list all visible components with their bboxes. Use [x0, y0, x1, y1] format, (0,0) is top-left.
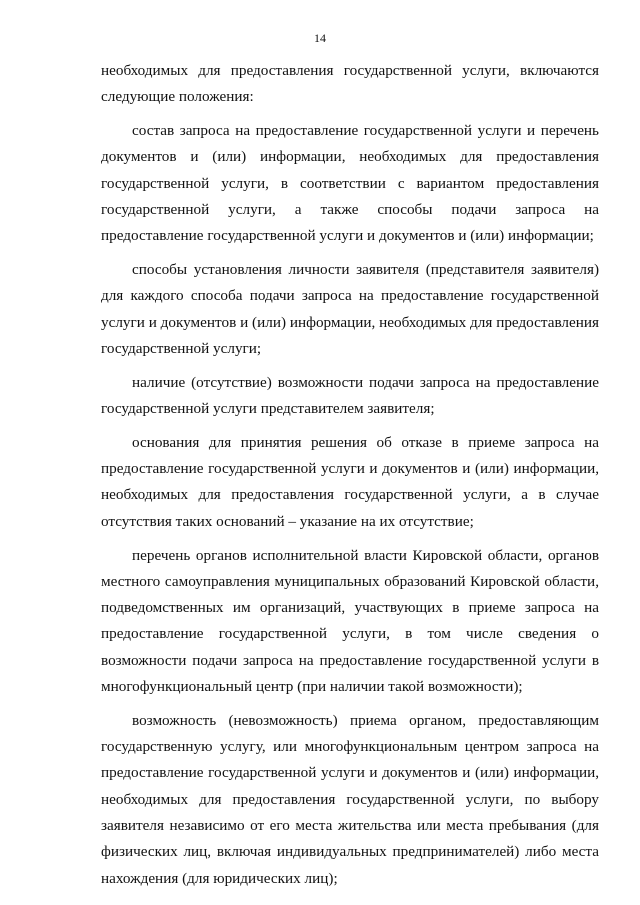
paragraph-identity-methods: способы установления личности заявителя (представителя заявителя) для каждого способа подачи запроса на предоставление государственной услуги и документов и (или) информации, необходимых для предоставления государственной услуги;	[101, 261, 599, 357]
paragraph-extraterritorial: возможность (невозможность) приема органом, предоставляющим государственную услугу, или многофункциональным центром запроса на предоставление государственной услуги и документов и (или) информации, необходимых для предоставления государственной услуги, по выбору заявителя независимо от его места жительства или места пребывания (для физических лиц, включая индивидуальных предпринимателей) либо места нахождения (для юридических лиц);	[101, 711, 599, 887]
paragraph-refusal-grounds: основания для принятия решения об отказе в приеме запроса на предоставление государственной услуги и документов и (или) информации, необходимых для предоставления государственной услуги, а в случае отсутствия таких оснований – указание на их отсутствие;	[101, 433, 599, 530]
paragraph-authorities-list: перечень органов исполнительной власти Кировской области, органов местного самоуправления муниципальных образований Кировской области, подведомственных им организаций, участвующих в приеме запроса на предоставление государственной услуги, в том числе сведения о возможности подачи запроса на предоставление государственной услуги в многофункциональный центр (при наличии такой возможности);	[101, 546, 599, 696]
paragraph-representative: наличие (отсутствие) возможности подачи запроса на предоставление государственной услуги представителем заявителя;	[101, 373, 599, 418]
document-body	[101, 58, 599, 899]
paragraph-request-composition: состав запроса на предоставление государственной услуги и перечень документов и (или) информации, необходимых для предоставления государственной услуги, в соответствии с вариантом предоставления государственной услуги, а также способы подачи запроса на предоставление государственной услуги и документов и (или) информации;	[101, 122, 599, 245]
paragraph-continuation: необходимых для предоставления государственной услуги, включаются следующие положения:	[101, 62, 599, 106]
page-number: 14	[314, 31, 326, 45]
